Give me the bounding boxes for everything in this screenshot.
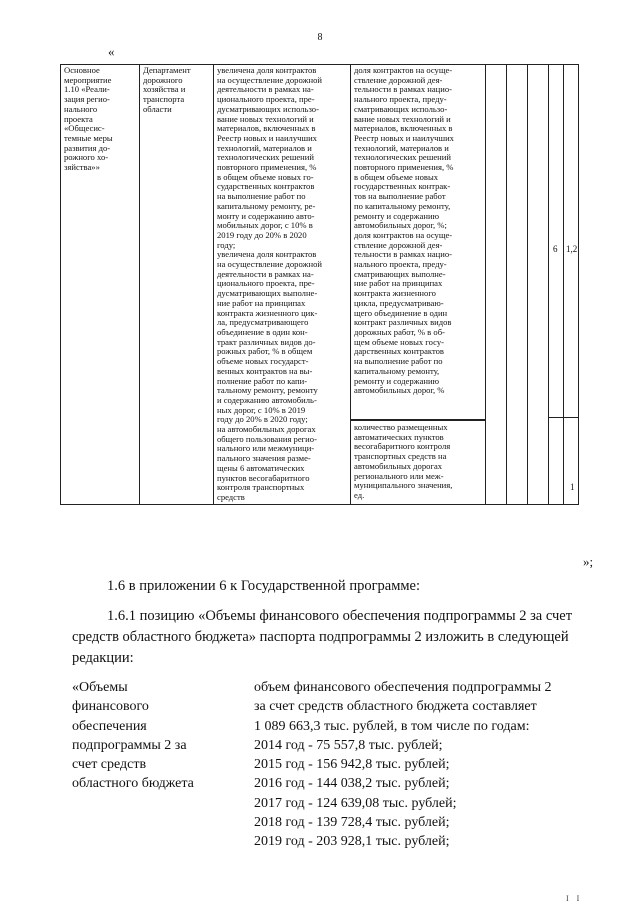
text-line: увеличена доля контрактов xyxy=(217,65,317,75)
indicators-text-top xyxy=(351,65,485,420)
text-line: Реестр новых и наилучших xyxy=(354,132,454,143)
text-line: автоматических пунктов xyxy=(354,431,444,442)
text-line: темные меры xyxy=(64,132,113,143)
indicators-text-bottom xyxy=(351,420,485,503)
text-line: 2015 год - 156 942,8 тыс. рублей; xyxy=(254,757,450,773)
text-line: общего пользования регио- xyxy=(217,433,317,444)
text-line: щего объединение в один xyxy=(354,307,448,318)
page-number: 8 xyxy=(317,32,323,43)
text-line: ремонту и содержанию xyxy=(354,210,439,221)
text-line: ние работ на принципах xyxy=(217,297,306,308)
measure-name-text xyxy=(64,66,136,173)
text-line: объединение в один кон- xyxy=(217,326,308,337)
text-line: деятельности в рамках на- xyxy=(217,268,314,279)
text-line: Основное xyxy=(64,65,100,75)
text-line: году; xyxy=(217,239,236,250)
text-line: на осуществление дорожной xyxy=(217,74,322,85)
text-line: «Общесис- xyxy=(64,123,105,134)
text-line: монту и содержанию авто- xyxy=(217,210,315,221)
text-line: финансового xyxy=(72,699,149,715)
paragraph-1-6-1: 1.6.1 позицию «Объемы финансового обеспечения подпрограммы 2 за счет xyxy=(107,608,573,624)
text-line: ла, предусматривающего xyxy=(217,317,309,328)
empty-cell xyxy=(528,65,549,505)
text-line: за счет средств областного бюджета составляет xyxy=(254,699,537,715)
text-line: вание новых технологий и xyxy=(354,113,451,124)
text-line: рожного хо- xyxy=(64,152,109,163)
text-line: полнение работ по капи- xyxy=(217,375,308,386)
funding-label xyxy=(72,678,194,794)
text-line: автомобильных дорог, % xyxy=(354,385,445,396)
text-line: объем финансового обеспечения подпрограммы 2 xyxy=(254,680,552,695)
text-line: 2018 год - 139 728,4 тыс. рублей; xyxy=(254,815,450,831)
text-line: контракт различных видов xyxy=(354,317,452,328)
text-line: деятельности в рамках на- xyxy=(217,84,314,95)
text-line: материалов, включенных в xyxy=(217,123,316,134)
text-line: технологических решений xyxy=(354,152,451,163)
text-line: мероприятие xyxy=(64,74,112,85)
text-line: контракта жизненного xyxy=(354,288,436,299)
text-line: дарственных контрактов xyxy=(354,346,444,357)
text-line: доля контрактов на осуще- xyxy=(354,229,453,240)
value-6: 6 xyxy=(553,244,558,254)
text-line: ние работ на принципах xyxy=(354,278,443,289)
text-line: регионального или меж- xyxy=(354,470,444,481)
text-line: венных контрактов на вы- xyxy=(217,365,313,376)
text-line: на автомобильных дорогах xyxy=(217,424,316,435)
text-line: зяйства»» xyxy=(64,162,100,173)
value-1: 1 xyxy=(570,482,575,492)
text-line: на выполнение работ по xyxy=(354,356,443,367)
text-line: 1 089 663,3 тыс. рублей, в том числе по годам: xyxy=(254,718,530,734)
text-line: в общем объеме новых xyxy=(354,171,439,182)
text-line: ционального проекта, пре- xyxy=(217,94,315,105)
text-line: технологических решений xyxy=(217,152,314,163)
department-text xyxy=(143,66,210,115)
text-line: области xyxy=(143,103,172,114)
footer-marks: I I xyxy=(566,894,583,903)
measures-table xyxy=(60,64,579,505)
results-text xyxy=(217,66,347,503)
text-line: транспорта xyxy=(143,94,185,105)
text-line: 2019 год - 203 928,1 тыс. рублей; xyxy=(254,834,450,850)
text-line: дусматривающих использо- xyxy=(217,103,319,114)
text-line: нального xyxy=(64,103,98,114)
text-line: областного бюджета xyxy=(72,776,194,792)
closing-quote: »; xyxy=(583,554,594,569)
text-line: автомобильных дорог, %; xyxy=(354,220,447,231)
measure-name-cell xyxy=(61,65,140,505)
text-line: по капитальному ремонту, xyxy=(354,200,451,211)
value-cell xyxy=(549,65,564,505)
empty-cell xyxy=(486,65,507,505)
text-line: материалов, включенных в xyxy=(354,123,453,134)
text-line: цикла, предусматриваю- xyxy=(354,297,444,308)
text-line: весогабаритного контроля xyxy=(354,441,451,452)
text-line: тальному ремонту, ремонту xyxy=(217,385,318,396)
text-line: ед. xyxy=(354,489,365,500)
text-line: транспортных средств на xyxy=(354,451,447,462)
text-line: ных дорог, с 10% в 2019 xyxy=(217,404,306,415)
text-line: средств xyxy=(217,491,245,502)
opening-quote: « xyxy=(108,44,115,59)
text-line: сматривающих использо- xyxy=(354,103,448,114)
text-line: повторного применения, % xyxy=(217,162,317,173)
table-row xyxy=(61,65,579,505)
text-line: вание новых технологий и xyxy=(217,113,314,124)
text-line: дорожных работ, % в об- xyxy=(354,326,445,337)
text-line: ционального проекта, пре- xyxy=(217,278,315,289)
text-line: муниципального значения, xyxy=(354,480,453,491)
text-line: обеспечения xyxy=(72,718,147,734)
text-line: счет средств xyxy=(72,757,147,773)
text-line: на выполнение работ по xyxy=(217,191,306,202)
text-line: ствление дорожной дея- xyxy=(354,74,443,85)
text-line: развития до- xyxy=(64,142,111,153)
text-line: тельности в рамках нацио- xyxy=(354,84,453,95)
text-line: контракта жизненного цик- xyxy=(217,307,318,318)
text-line: 2017 год - 124 639,08 тыс. рублей; xyxy=(254,795,457,811)
text-line: тельности в рамках нацио- xyxy=(354,249,453,260)
text-line: пунктов весогабаритного xyxy=(217,472,310,483)
text-line: дорожного xyxy=(143,74,183,85)
text-line: в общем объеме новых го- xyxy=(217,171,314,182)
text-line: доля контрактов на осуще- xyxy=(354,65,453,75)
department-cell xyxy=(140,65,214,505)
text-line: подпрограммы 2 за xyxy=(72,737,187,753)
text-line: году до 20% в 2020 году; xyxy=(217,414,308,425)
text-line: мобильных дорог, с 10% в xyxy=(217,220,313,231)
text-line: технологий, материалов и xyxy=(217,142,312,153)
text-line: капитальному ремонту, ре- xyxy=(217,200,316,211)
text-line: сударственных контрактов xyxy=(217,181,315,192)
text-line: государственных контрак- xyxy=(354,181,451,192)
text-line: повторного применения, % xyxy=(354,162,454,173)
text-line: тов на выполнение работ xyxy=(354,191,446,202)
text-line: зация регио- xyxy=(64,94,110,105)
paragraph-end: редакции: xyxy=(72,650,134,666)
text-line: нального проекта, преду- xyxy=(354,94,447,105)
results-cell xyxy=(214,65,351,505)
paragraph-continuation: средств областного бюджета» паспорта подпрограммы 2 изложить в следующей xyxy=(72,629,569,645)
value-1-2: 1,2 xyxy=(566,244,578,254)
text-line: нального или межмуници- xyxy=(217,443,315,454)
text-line: 2019 году до 20% в 2020 xyxy=(217,229,307,240)
text-line: нального проекта, преду- xyxy=(354,259,447,270)
text-line: Реестр новых и наилучших xyxy=(217,132,317,143)
text-line: рожных работ, % в общем xyxy=(217,346,313,357)
text-line: капитальному ремонту, xyxy=(354,365,440,376)
text-line: дусматривающих выполне- xyxy=(217,288,318,299)
empty-cell xyxy=(507,65,528,505)
value-cell xyxy=(564,65,579,505)
text-line: Департамент xyxy=(143,65,191,75)
text-line: щем объеме новых госу- xyxy=(354,336,444,347)
text-line: проекта xyxy=(64,113,93,124)
indicators-cell xyxy=(351,65,486,505)
text-line: и содержанию автомобиль- xyxy=(217,394,317,405)
text-line: ремонту и содержанию xyxy=(354,375,439,386)
text-line: «Объемы xyxy=(72,680,128,695)
text-line: сматривающих выполне- xyxy=(354,268,446,279)
text-line: увеличена доля контрактов xyxy=(217,249,317,260)
text-line: автомобильных дорогах xyxy=(354,460,443,471)
text-line: технологий, материалов и xyxy=(354,142,449,153)
text-line: количество размещенных xyxy=(354,422,448,432)
funding-amounts xyxy=(254,678,552,852)
text-line: 2016 год - 144 038,2 тыс. рублей; xyxy=(254,776,450,792)
text-line: 2014 год - 75 557,8 тыс. рублей; xyxy=(254,737,443,753)
text-line: тракт различных видов до- xyxy=(217,336,316,347)
text-line: контроля транспортных xyxy=(217,482,305,493)
text-line: 1.10 «Реали- xyxy=(64,84,110,95)
text-line: пального значения разме- xyxy=(217,453,311,464)
text-line: хозяйства и xyxy=(143,84,186,95)
text-line: щены 6 автоматических xyxy=(217,462,305,473)
paragraph-1-6: 1.6 в приложении 6 к Государственной программе: xyxy=(107,578,421,594)
text-line: объеме новых государст- xyxy=(217,356,309,367)
text-line: на осуществление дорожной xyxy=(217,259,322,270)
text-line: ствление дорожной дея- xyxy=(354,239,443,250)
